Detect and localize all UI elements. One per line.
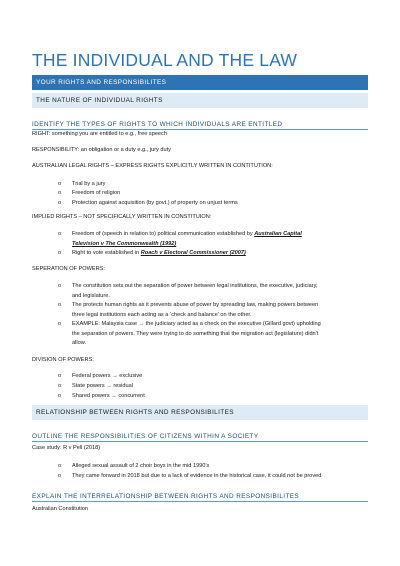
division-item: State powers → residual bbox=[72, 383, 133, 389]
separation-of-powers-heading: SEPERATION OF POWERS: bbox=[32, 266, 105, 272]
bullet-marker: o bbox=[58, 190, 62, 196]
bullet-marker: o bbox=[58, 231, 62, 237]
section-band-nature: THE NATURE OF INDIVIDUAL RIGHTS bbox=[32, 93, 368, 108]
bullet-marker: o bbox=[58, 373, 62, 379]
case-study-item: Alleged sexual assault of 2 choir boys in the mid 1990’s bbox=[72, 463, 210, 469]
subheading-outline: OUTLINE THE RESPONSIBILITIES OF CITIZENS WITHIN A SOCIETY bbox=[32, 433, 368, 442]
case-study-line: Case study: R v Pell (2018) bbox=[32, 445, 101, 451]
responsibility-definition: RESPONSIBILITY: an obligation or a duty e.g., jury duty bbox=[32, 147, 171, 153]
separation-text: the separation of powers. They were trying to do something that the migration act (legislature) didn’t bbox=[72, 331, 319, 337]
case-study-item: They came forward in 2018 but due to a lack of evidence in the historical case, it could not be proved bbox=[72, 473, 322, 479]
bullet-marker: o bbox=[58, 200, 62, 206]
express-right-item: Protection against acquisition (by govt.) of property on unjust terms bbox=[72, 200, 238, 206]
right-definition: RIGHT: something you are entitled to e.g., free speech bbox=[32, 131, 167, 137]
bullet-marker: o bbox=[58, 321, 62, 327]
implied-right-text: Right to vote established in bbox=[72, 250, 141, 256]
subheading-identify: IDENTIFY THE TYPES OF RIGHTS TO WHICH INDIVIDUALS ARE ENTITLED bbox=[32, 121, 368, 130]
australian-legal-rights-heading: AUSTRALIAN LEGAL RIGHTS – EXPRESS RIGHTS EXPLICITLY WRITTEN IN CONTITUTION: bbox=[32, 163, 273, 169]
separation-text: EXAMPLE: Malaysia case → the judiciary acted as a check on the executive (Gillard govt) upholding bbox=[72, 321, 321, 327]
case-citation: Television v The Commonwealth (1992) bbox=[72, 241, 177, 247]
division-item: Shared powers → concurrent bbox=[72, 393, 145, 399]
separation-text: The constitution sets out the separation of power between legal institutions, the executive, judiciary, bbox=[72, 283, 318, 289]
separation-text: allow. bbox=[72, 340, 86, 346]
bullet-marker: o bbox=[58, 302, 62, 308]
section-band-relationship: RELATIONSHIP BETWEEN RIGHTS AND RESPONSIBILITES bbox=[32, 405, 368, 420]
case-citation: Roach v Electoral Commissioner (2007) bbox=[140, 250, 246, 256]
page-title: THE INDIVIDUAL AND THE LAW bbox=[32, 50, 298, 70]
express-right-item: Freedom of religion bbox=[72, 190, 121, 196]
implied-right-item bbox=[72, 249, 246, 259]
explain-text: Australian Constitution bbox=[32, 506, 88, 512]
bullet-marker: o bbox=[58, 383, 62, 389]
bullet-marker: o bbox=[58, 181, 62, 187]
division-item: Federal powers → exclusive bbox=[72, 373, 143, 379]
implied-right-item bbox=[72, 230, 302, 240]
bullet-marker: o bbox=[58, 473, 62, 479]
implied-rights-heading: IMPLIED RIGHTS – NOT SPECIFICALLY WRITTEN IN CONSTITUION: bbox=[32, 214, 212, 220]
section-band-your-rights: YOUR RIGHTS AND RESPONSIBILITES bbox=[32, 75, 368, 90]
express-right-item: Trial by a jury bbox=[72, 181, 106, 187]
case-citation: Australian Capital bbox=[254, 231, 302, 237]
separation-text: three legal institutions each acting as a ‘check and balance’ on the other. bbox=[72, 312, 252, 318]
separation-text: The protects human rights as it prevents abuse of power by spreading law, making powers between bbox=[72, 302, 319, 308]
bullet-marker: o bbox=[58, 250, 62, 256]
subheading-explain: EXPLAIN THE INTERRELATIONSHIP BETWEEN RIGHTS AND RESPONSIBILITES bbox=[32, 493, 368, 502]
bullet-marker: o bbox=[58, 393, 62, 399]
implied-right-text: Freedom of (speech in relation to) political communication established by bbox=[72, 231, 255, 237]
division-of-powers-heading: DIVISION OF POWERS: bbox=[32, 357, 94, 363]
bullet-marker: o bbox=[58, 283, 62, 289]
bullet-marker: o bbox=[58, 463, 62, 469]
separation-text: and legislature. bbox=[72, 293, 110, 299]
